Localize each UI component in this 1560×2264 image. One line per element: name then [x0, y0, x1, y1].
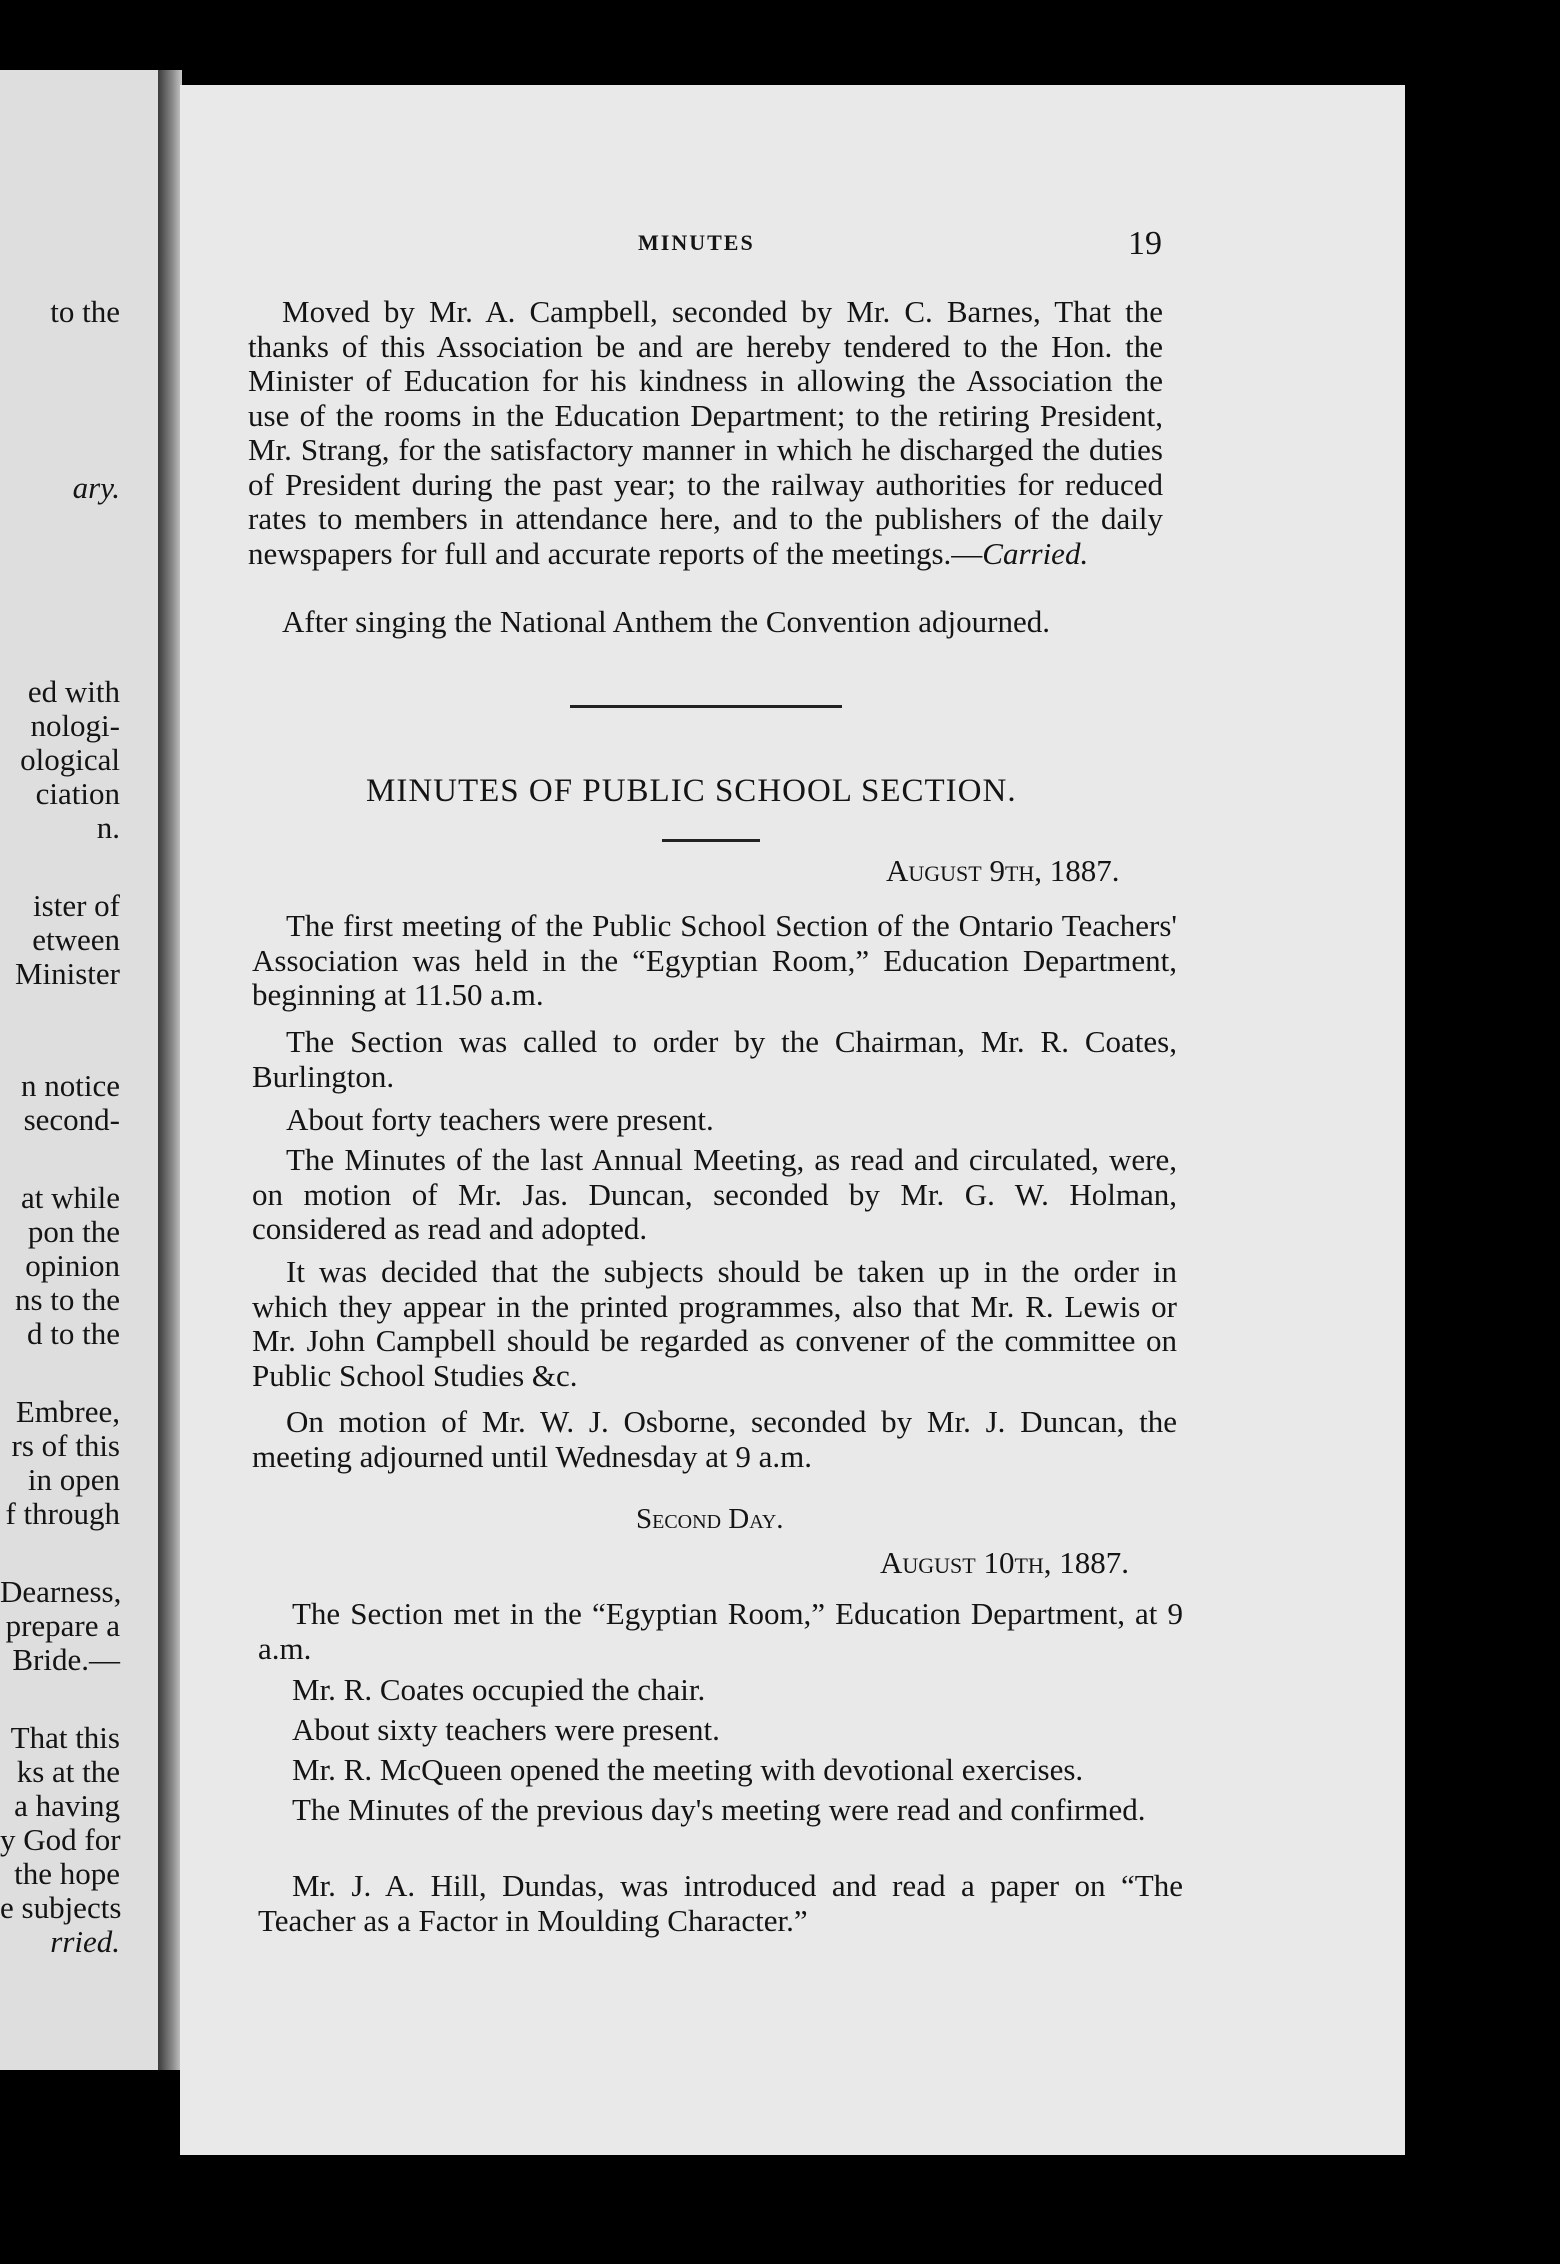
- body-paragraph: Mr. R. McQueen opened the meeting with devotional exercises.: [292, 1752, 1084, 1787]
- left-page-line: n.: [96, 810, 120, 845]
- left-page-line: Embree,: [15, 1394, 120, 1429]
- left-page-line: to the: [50, 294, 120, 329]
- left-page-line: prepare a: [5, 1608, 120, 1643]
- second-day-heading: Second Day.: [636, 1503, 784, 1535]
- body-paragraph: The Section met in the “Egyptian Room,” Education Department, at 9 a.m.: [258, 1596, 1183, 1666]
- left-page-line: ciation: [35, 776, 120, 811]
- left-page-line: Bride.—: [12, 1642, 120, 1677]
- date-second-day: August 10th, 1887.: [880, 1545, 1130, 1580]
- left-page-line: pon the: [27, 1214, 120, 1249]
- section-divider-rule: [570, 705, 842, 708]
- left-page-line: nologi-: [30, 708, 120, 743]
- left-page-line: second-: [23, 1102, 120, 1137]
- body-paragraph: About forty teachers were present.: [286, 1102, 714, 1137]
- body-paragraph: The Section was called to order by the Chairman, Mr. R. Coates, Burlington.: [252, 1024, 1177, 1094]
- body-paragraph: The first meeting of the Public School Section of the Ontario Teachers' Association was held in the “Egyptian Room,” Education Department, beginning at 11.50 a.m.: [252, 908, 1177, 1012]
- left-page-line: n notice: [21, 1068, 120, 1103]
- date-first-day: August 9th, 1887.: [886, 853, 1120, 888]
- book-gutter: [158, 70, 182, 2070]
- body-paragraph: It was decided that the subjects should be taken up in the order in which they appear in the printed programmes, also that Mr. R. Lewis or Mr. John Campbell should be regarded as convener of the committee on Public School Studies &c.: [252, 1254, 1177, 1393]
- body-paragraph: The Minutes of the previous day's meeting were read and confirmed.: [292, 1792, 1146, 1827]
- left-page-line: ister of: [33, 888, 120, 923]
- left-page-line: a having: [14, 1788, 120, 1823]
- motion-of-thanks-paragraph: [248, 295, 1163, 571]
- left-page-line: the hope: [14, 1856, 120, 1891]
- page-number: 19: [1128, 225, 1162, 262]
- left-page-line: rs of this: [11, 1428, 120, 1463]
- motion-result: Carried.: [982, 535, 1089, 571]
- body-paragraph: The Minutes of the last Annual Meeting, as read and circulated, were, on motion of Mr. Jas. Duncan, seconded by Mr. G. W. Holman, considered as read and adopted.: [252, 1142, 1177, 1246]
- right-page: [180, 85, 1405, 2155]
- left-page-line: at while: [21, 1180, 120, 1215]
- left-page-line: Dearness,: [0, 1574, 122, 1609]
- left-page-line: That this: [10, 1720, 120, 1755]
- left-page-line: ks at the: [16, 1754, 120, 1789]
- running-head: MINUTES: [638, 230, 755, 255]
- left-page-line: ns to the: [14, 1282, 120, 1317]
- left-page-line: ological: [20, 742, 120, 777]
- body-paragraph: On motion of Mr. W. J. Osborne, seconded by Mr. J. Duncan, the meeting adjourned until Wednesday at 9 a.m.: [252, 1404, 1177, 1474]
- left-page-line: y God for: [0, 1822, 121, 1857]
- left-page-line: d to the: [27, 1316, 120, 1351]
- body-paragraph: Mr. J. A. Hill, Dundas, was introduced and read a paper on “The Teacher as a Factor in Moulding Character.”: [258, 1868, 1183, 1938]
- section-title: MINUTES OF PUBLIC SCHOOL SECTION.: [366, 773, 1017, 809]
- left-page-line: rried.: [50, 1924, 120, 1959]
- left-page-line: e subjects: [0, 1890, 122, 1925]
- left-page-line: f through: [5, 1496, 120, 1531]
- left-facing-page: [0, 70, 158, 2070]
- body-paragraph: Mr. R. Coates occupied the chair.: [292, 1672, 706, 1707]
- adjournment-paragraph: After singing the National Anthem the Convention adjourned.: [282, 604, 1050, 639]
- left-page-line: ary.: [72, 470, 120, 505]
- motion-text: Moved by Mr. A. Campbell, seconded by Mr. C. Barnes, That the thanks of this Association be and are hereby tendered to the Hon. the Minister of Education for his kindness in allowing the Association the use of the rooms in the Education Department; to the retiring President, Mr. Strang, for the satisfactory manner in which he discharged the duties of President during the past year; to the railway authorities for reduced rates to members in attendance here, and to the publishers of the daily newspapers for full and accurate reports of the meetings.—: [248, 294, 1163, 571]
- left-page-line: ed with: [27, 674, 120, 709]
- title-underline-rule: [662, 839, 760, 842]
- left-page-line: etween: [32, 922, 120, 957]
- left-page-line: opinion: [25, 1248, 120, 1283]
- left-page-line: Minister: [14, 956, 120, 991]
- body-paragraph: About sixty teachers were present.: [292, 1712, 720, 1747]
- left-page-line: in open: [27, 1462, 120, 1497]
